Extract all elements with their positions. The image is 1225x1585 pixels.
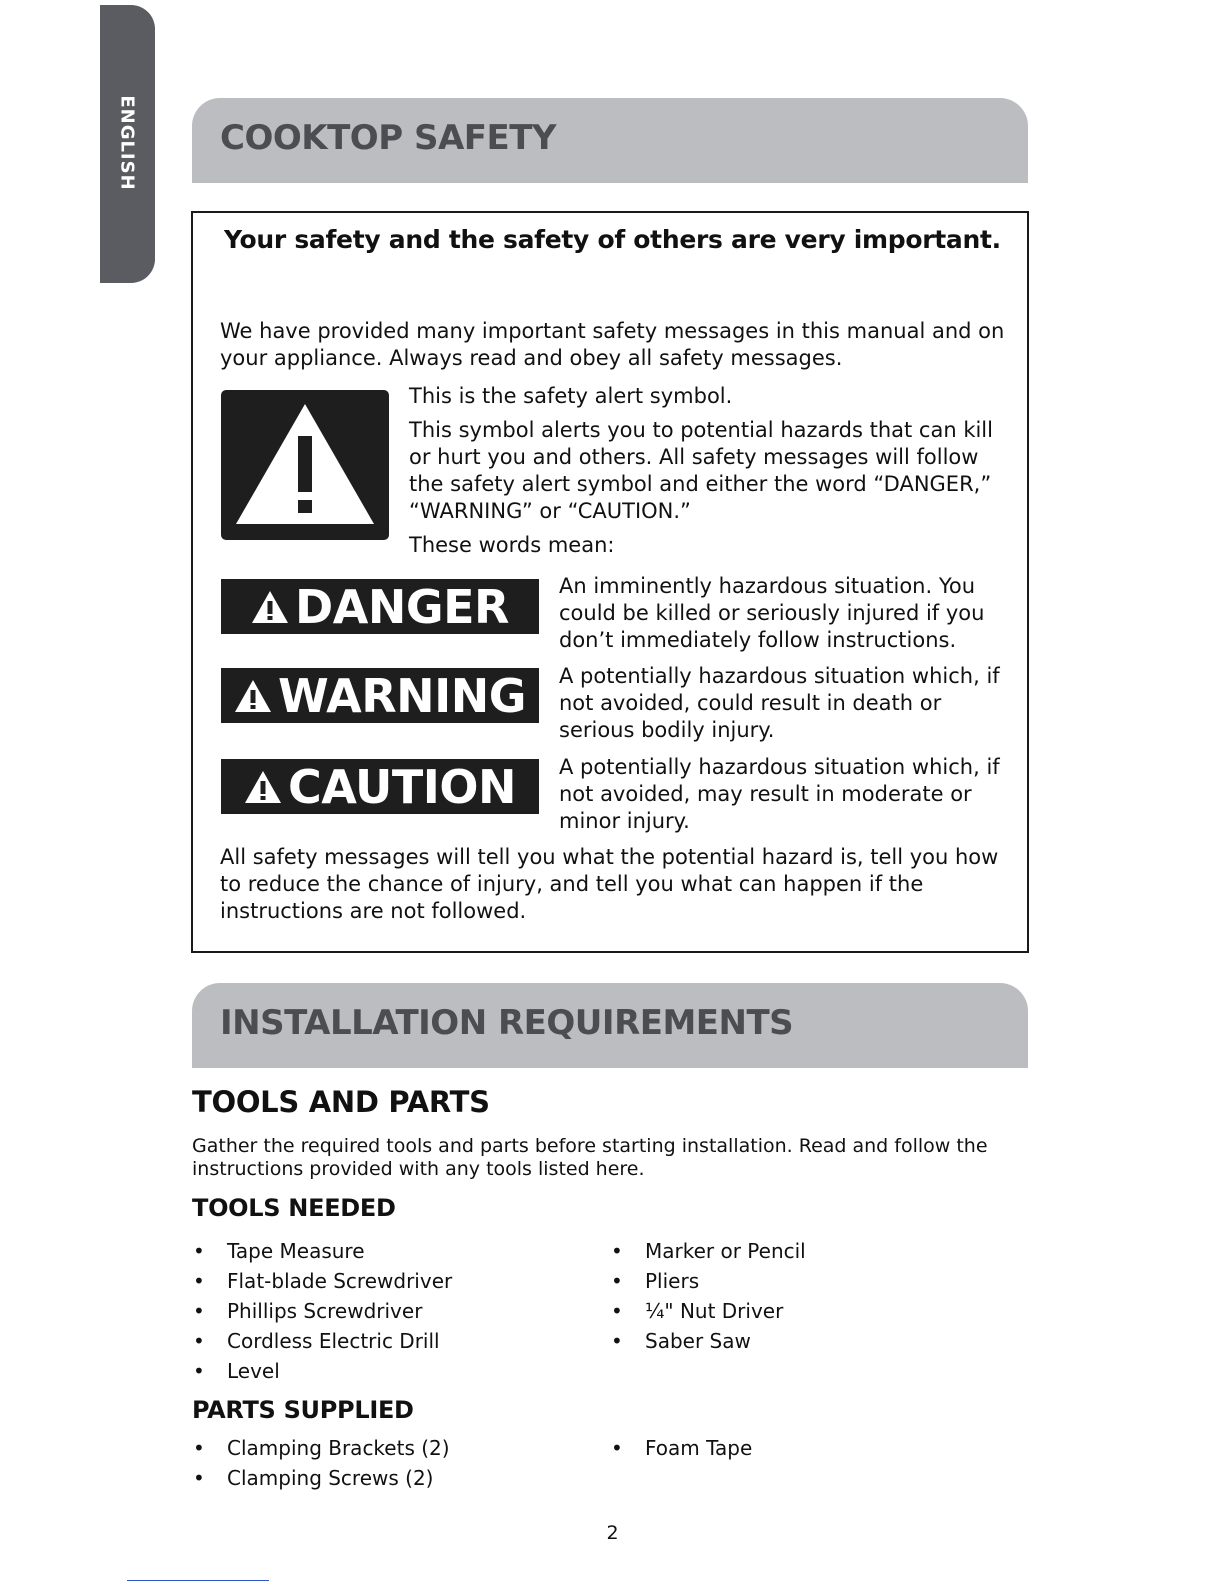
safety-message-box — [191, 211, 1029, 953]
caution-label-text: CAUTION — [288, 759, 516, 814]
alert-description: This symbol alerts you to potential hazards that can kill or hurt you and others. All safety messages will follow the safety alert symbol and either the word “DANGER,” “WARNING” or “CAUTION.” — [409, 418, 993, 523]
bullet: • — [611, 1269, 623, 1293]
page-number: 2 — [606, 1522, 619, 1544]
list-item: • Cordless Electric Drill — [193, 1326, 452, 1356]
installation-requirements-banner — [192, 983, 1028, 1068]
bullet: • — [193, 1239, 205, 1263]
bullet: • — [611, 1239, 623, 1263]
danger-alert-icon — [251, 590, 289, 624]
list-item: • Marker or Pencil — [611, 1236, 806, 1266]
list-item: • Flat-blade Screwdriver — [193, 1266, 452, 1296]
safety-intro: We have provided many important safety messages in this manual and on your appliance. Always read and obey all safety messages. — [220, 319, 1005, 370]
bullet: • — [611, 1436, 623, 1460]
tools-needed-heading: TOOLS NEEDED — [192, 1194, 396, 1222]
caution-description: A potentially hazardous situation which, if not avoided, may result in moderate or minor injury. — [559, 755, 1000, 833]
list-item: • Phillips Screwdriver — [193, 1296, 452, 1326]
bullet: • — [193, 1466, 205, 1490]
danger-label — [221, 579, 539, 634]
warning-alert-icon — [234, 679, 272, 713]
tools-and-parts-intro: Gather the required tools and parts before starting installation. Read and follow the instructions provided with any tools listed here. — [192, 1135, 988, 1180]
language-tab-label: ENGLISH — [116, 95, 138, 191]
footer-rule — [127, 1580, 269, 1581]
tools-and-parts-heading: TOOLS AND PARTS — [192, 1085, 490, 1119]
safety-heading: Your safety and the safety of others are very important. — [224, 225, 1001, 254]
bullet: • — [193, 1359, 205, 1383]
bullet: • — [611, 1299, 623, 1323]
parts-supplied-heading: PARTS SUPPLIED — [192, 1396, 414, 1424]
parts-supplied-left-list — [193, 1433, 450, 1493]
alert-symbol-line: This is the safety alert symbol. — [409, 384, 733, 408]
cooktop-safety-title: COOKTOP SAFETY — [220, 118, 557, 158]
safety-closing: All safety messages will tell you what the potential hazard is, tell you how to reduce the chance of injury, and tell you what can happen if the instructions are not followed. — [220, 845, 999, 923]
warning-description: A potentially hazardous situation which, if not avoided, could result in death or serious bodily injury. — [559, 664, 1000, 742]
list-item: • Tape Measure — [193, 1236, 452, 1266]
tools-needed-left-list — [193, 1236, 452, 1386]
words-mean-line: These words mean: — [409, 533, 615, 557]
safety-alert-symbol — [221, 390, 389, 540]
tools-needed-right-list — [611, 1236, 806, 1356]
caution-label — [221, 759, 539, 814]
bullet: • — [611, 1329, 623, 1353]
list-item: • Foam Tape — [611, 1433, 752, 1463]
list-item: • Level — [193, 1356, 452, 1386]
cooktop-safety-banner — [192, 98, 1028, 183]
list-item: • ¼" Nut Driver — [611, 1296, 806, 1326]
parts-supplied-right-list — [611, 1433, 752, 1463]
list-item: • Pliers — [611, 1266, 806, 1296]
list-item: • Saber Saw — [611, 1326, 806, 1356]
bullet: • — [193, 1436, 205, 1460]
danger-description: An imminently hazardous situation. You could be killed or seriously injured if you don’t immediately follow instructions. — [559, 574, 985, 652]
warning-label — [221, 668, 539, 723]
warning-label-text: WARNING — [277, 668, 527, 723]
bullet: • — [193, 1329, 205, 1353]
caution-alert-icon — [244, 770, 282, 804]
installation-requirements-title: INSTALLATION REQUIREMENTS — [220, 1003, 794, 1043]
danger-label-text: DANGER — [295, 579, 509, 634]
list-item: • Clamping Brackets (2) — [193, 1433, 450, 1463]
bullet: • — [193, 1299, 205, 1323]
alert-triangle-icon — [221, 390, 389, 540]
bullet: • — [193, 1269, 205, 1293]
list-item: • Clamping Screws (2) — [193, 1463, 450, 1493]
